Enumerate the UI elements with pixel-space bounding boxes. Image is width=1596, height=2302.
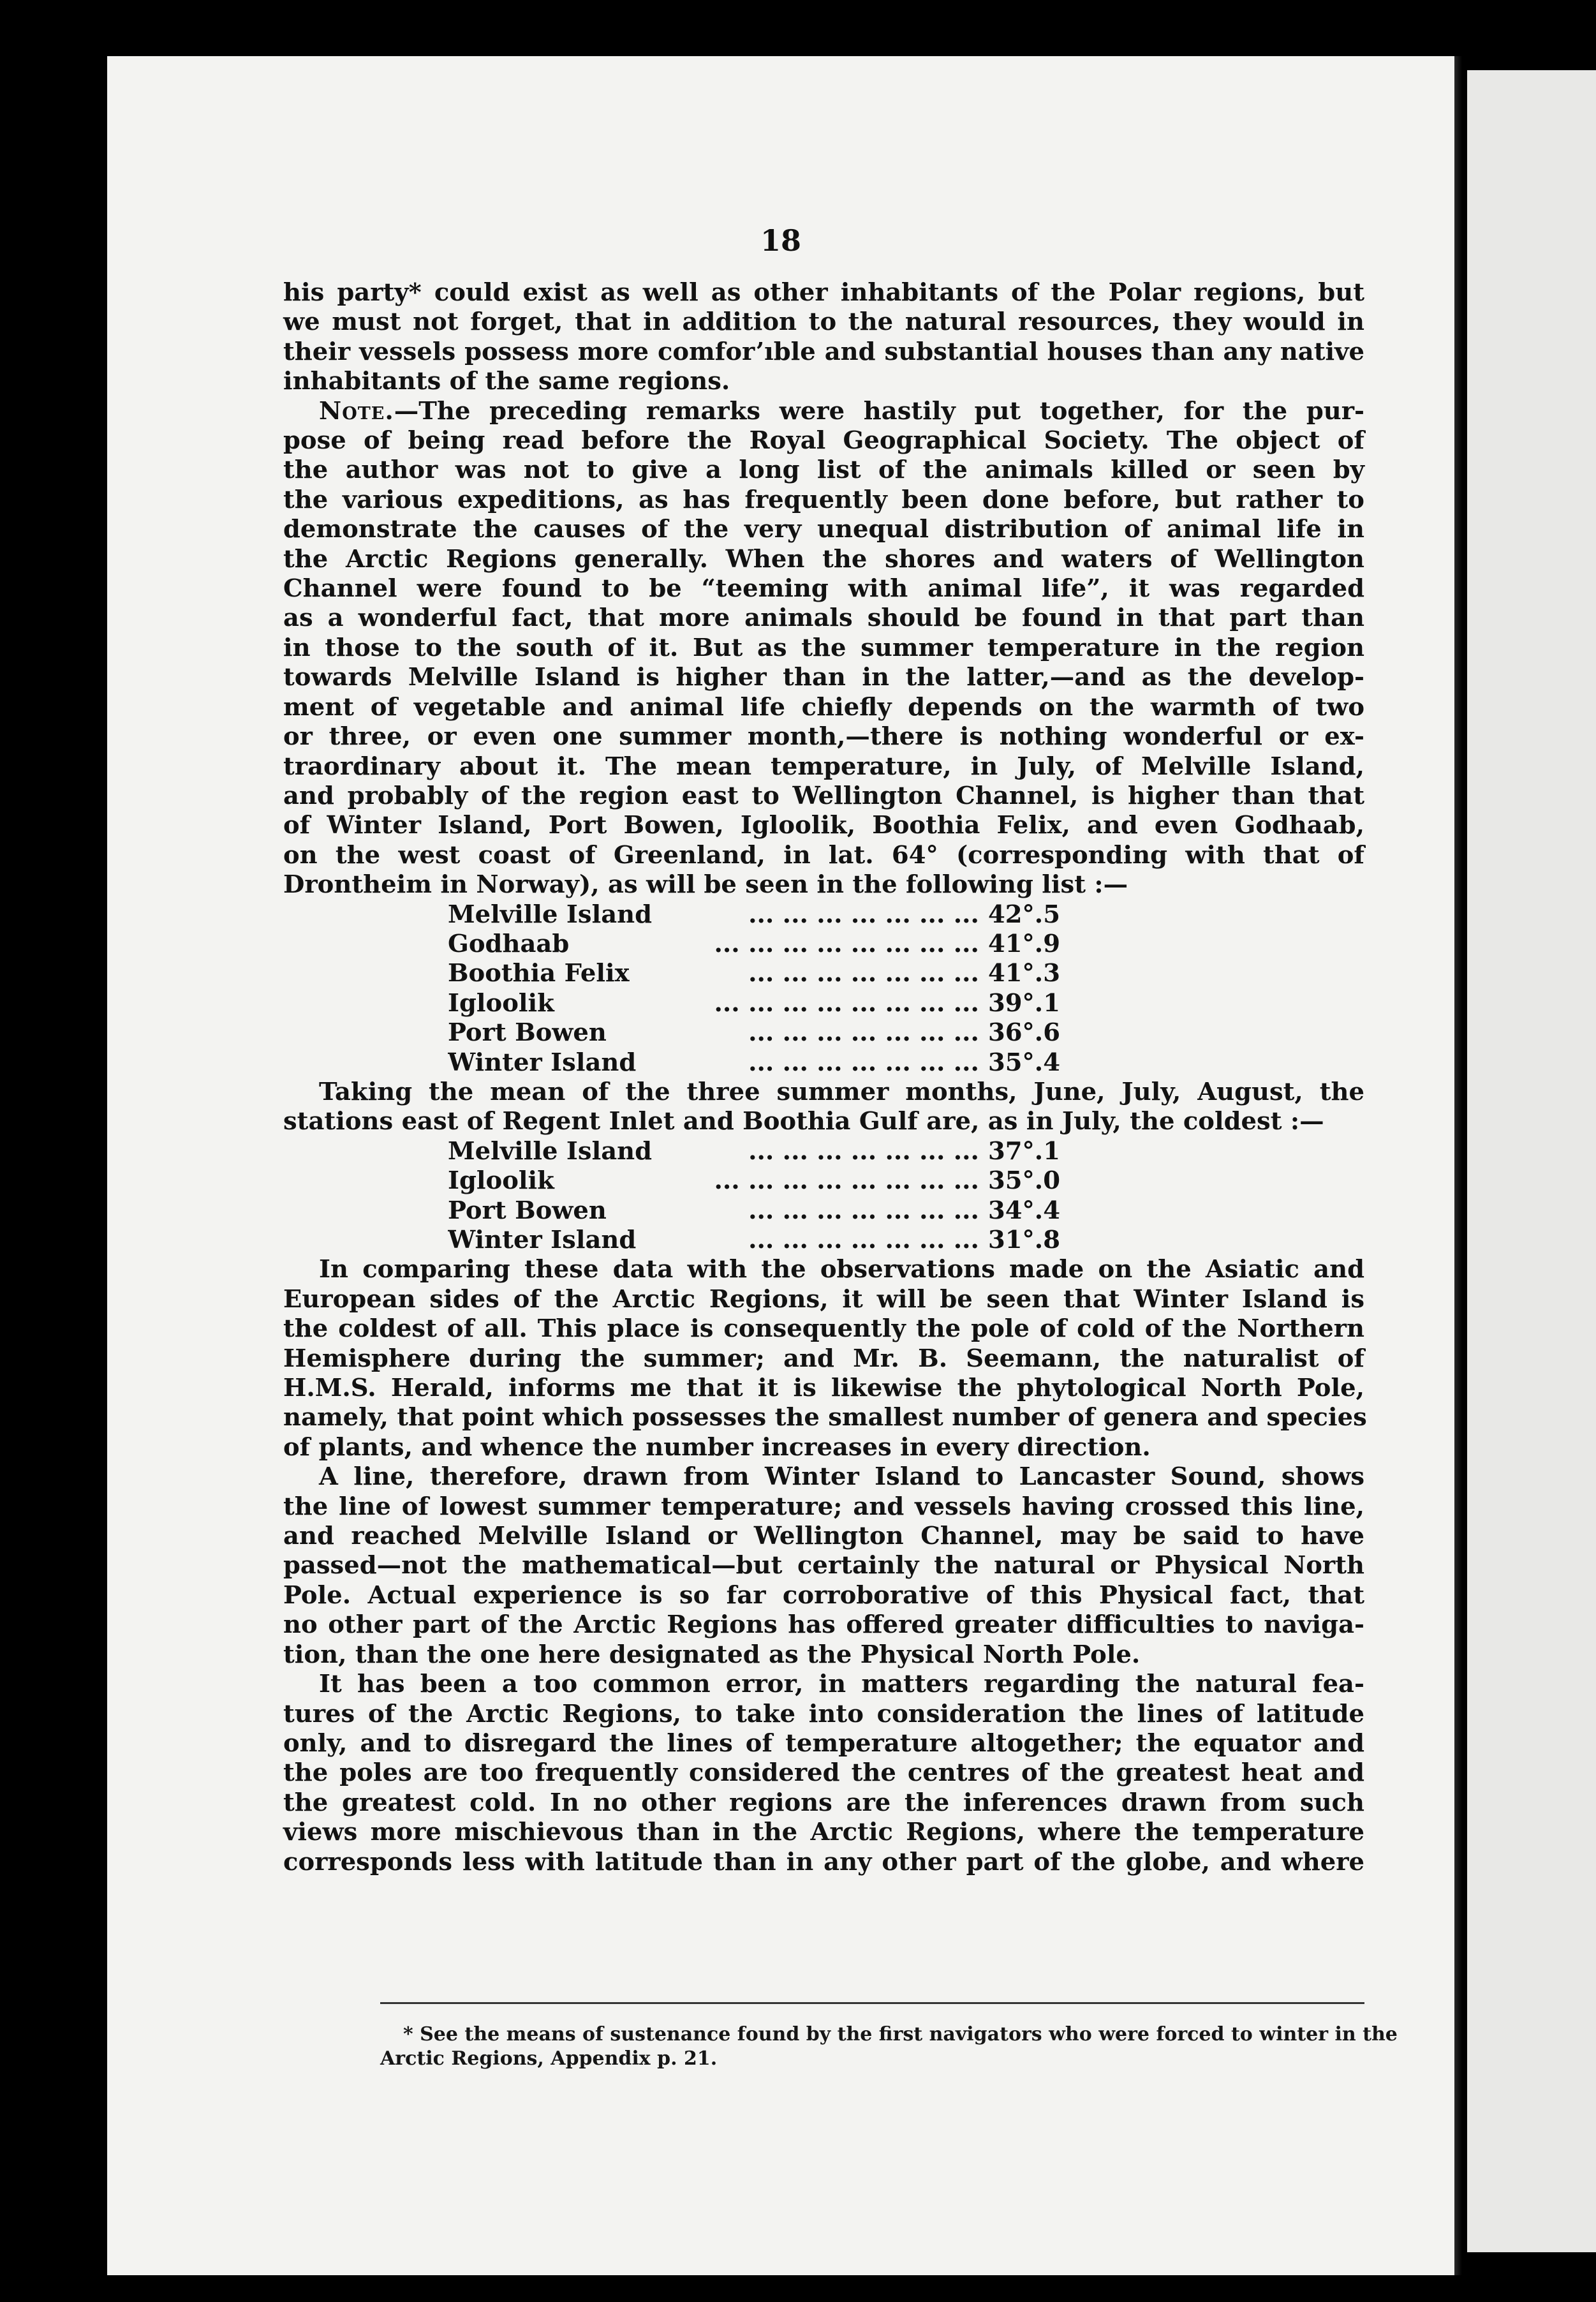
leader-dots: ... ... ... ... ... ... ... (748, 1048, 979, 1077)
paragraph-summer-mean (283, 1078, 1364, 1137)
text-line: the greatest cold. In no other regions are the inferences drawn from such (283, 1788, 1364, 1817)
text-line (283, 397, 1364, 426)
text-line: of plants, and whence the number increases in every direction. (283, 1432, 1151, 1462)
temperature-row (283, 989, 1060, 1018)
text-line: Channel were found to be “teeming with animal life”, it was regarded (283, 574, 1364, 604)
station-name: Boothia Felix (448, 959, 630, 988)
temperature-value: 39°.1 (987, 988, 1060, 1018)
temperature-value: 42°.5 (987, 900, 1060, 929)
summer-temperature-list (283, 1137, 1364, 1256)
leader-dots: ... ... ... ... ... ... ... (748, 959, 979, 988)
station-name: Igloolik (448, 988, 554, 1018)
text-line: and probably of the region east to Wellington Channel, is higher than that (283, 781, 1364, 810)
book-spine (1454, 56, 1467, 2275)
station-name: Godhaab (448, 929, 570, 958)
station-name: Melville Island (448, 900, 653, 929)
text-line: demonstrate the causes of the very unequal distribution of animal life in (283, 515, 1364, 544)
station-name: Port Bowen (448, 1018, 607, 1048)
note-label: Note. (319, 396, 394, 426)
temperature-row (283, 900, 1060, 930)
text-line: we must not forget, that in addition to the natural resources, they would in (283, 308, 1364, 337)
text-line: as a wonderful fact, that more animals should be found in that part than (283, 604, 1364, 633)
station-name: Port Bowen (448, 1196, 607, 1225)
july-temperature-list (283, 900, 1364, 1078)
text-line: passed—not the mathematical—but certainly the natural or Physical North (283, 1551, 1364, 1580)
text-line: the various expeditions, as has frequently been done before, but rather to (283, 485, 1364, 514)
text-line: his party* could exist as well as other inhabitants of the Polar regions, but (283, 278, 1364, 307)
paragraph-comparison (283, 1255, 1367, 1462)
temperature-value: 35°.4 (987, 1048, 1060, 1077)
text-line: pose of being read before the Royal Geographical Society. The object of (283, 426, 1364, 456)
text-line: only, and to disregard the lines of temperature altogether; the equator and (283, 1728, 1364, 1758)
page-number: 18 (760, 223, 801, 258)
temperature-row (283, 1196, 1060, 1226)
station-name: Melville Island (448, 1136, 653, 1166)
leader-dots: ... ... ... ... ... ... ... ... (714, 1166, 979, 1196)
text-line: Taking the mean of the three summer months, June, July, August, the (319, 1077, 1364, 1106)
footnote-line: Arctic Regions, Appendix p. 21. (380, 2047, 718, 2070)
leader-dots: ... ... ... ... ... ... ... (748, 1018, 979, 1048)
paragraph-common-error (283, 1670, 1364, 1877)
leader-dots: ... ... ... ... ... ... ... ... (714, 929, 979, 958)
temperature-value: 34°.4 (987, 1196, 1060, 1225)
paragraph-opening (283, 278, 1364, 397)
temperature-value: 41°.3 (987, 959, 1060, 988)
text-line: the coldest of all. This place is consequently the pole of cold of the Northern (283, 1314, 1364, 1344)
text-line: European sides of the Arctic Regions, it will be seen that Winter Island is (283, 1284, 1364, 1314)
temperature-value: 37°.1 (987, 1136, 1060, 1166)
temperature-row (283, 1166, 1060, 1196)
temperature-row (283, 1137, 1060, 1166)
text-line: namely, that point which possesses the smallest number of genera and species (283, 1403, 1367, 1432)
text-line: the poles are too frequently considered the centres of the greatest heat and (283, 1758, 1364, 1788)
book-page (107, 56, 1454, 2275)
text-line: no other part of the Arctic Regions has offered greater difficulties to naviga- (283, 1610, 1364, 1640)
text-line: stations east of Regent Inlet and Boothia Gulf are, as in July, the coldest :— (283, 1107, 1324, 1136)
text-line: H.M.S. Herald, informs me that it is likewise the phytological North Pole, (283, 1374, 1364, 1403)
temperature-row (283, 930, 1060, 959)
footnote (380, 2023, 1398, 2071)
text-line: the author was not to give a long list of the animals killed or seen by (283, 456, 1364, 485)
temperature-row (283, 1048, 1060, 1078)
temperature-value: 31°.8 (987, 1226, 1060, 1254)
text-line: Drontheim in Norway), as will be seen in the following list :— (283, 870, 1128, 900)
station-name: Winter Island (448, 1226, 637, 1254)
station-name: Winter Island (448, 1048, 637, 1077)
leader-dots: ... ... ... ... ... ... ... (748, 1196, 979, 1225)
text-line: Pole. Actual experience is so far corroborative of this Physical fact, that (283, 1580, 1364, 1610)
text-line: in those to the south of it. But as the summer temperature in the region (283, 633, 1364, 662)
leader-dots: ... ... ... ... ... ... ... ... (714, 988, 979, 1018)
text-line: towards Melville Island is higher than in the latter,—and as the develop- (283, 663, 1364, 692)
note-text: —The preceding remarks were hastily put together, for the pur- (394, 396, 1364, 426)
text-line: or three, or even one summer month,—there is nothing wonderful or ex- (283, 722, 1364, 752)
text-line: of Winter Island, Port Bowen, Igloolik, Boothia Felix, and even Godhaab, (283, 811, 1364, 840)
text-line: tures of the Arctic Regions, to take into consideration the lines of latitude (283, 1699, 1364, 1728)
footnote-rule (380, 2002, 1364, 2004)
temperature-value: 35°.0 (987, 1166, 1060, 1196)
paragraph-line-of-temperature (283, 1462, 1364, 1670)
body-text (283, 278, 1367, 1877)
temperature-row (283, 1018, 1060, 1048)
paragraph-note (283, 397, 1364, 900)
temperature-value: 41°.9 (987, 929, 1060, 958)
text-line: traordinary about it. The mean temperature, in July, of Melville Island, (283, 752, 1364, 781)
temperature-row (283, 959, 1060, 988)
text-line: tion, than the one here designated as the Physical North Pole. (283, 1640, 1141, 1669)
leader-dots: ... ... ... ... ... ... ... (748, 900, 979, 929)
text-line: In comparing these data with the observations made on the Asiatic and (319, 1255, 1364, 1284)
station-name: Igloolik (448, 1166, 554, 1196)
text-line: on the west coast of Greenland, in lat. 64° (corresponding with that of (283, 840, 1364, 870)
temperature-value: 36°.6 (987, 1018, 1060, 1048)
text-line: Hemisphere during the summer; and Mr. B. Seemann, the naturalist of (283, 1344, 1364, 1373)
text-line: ment of vegetable and animal life chiefly depends on the warmth of two (283, 692, 1364, 722)
leader-dots: ... ... ... ... ... ... ... (748, 1136, 979, 1166)
leader-dots: ... ... ... ... ... ... ... (748, 1226, 979, 1254)
text-line: A line, therefore, drawn from Winter Island to Lancaster Sound, shows (319, 1462, 1364, 1492)
text-line: corresponds less with latitude than in any other part of the globe, and where (283, 1847, 1364, 1876)
text-line: inhabitants of the same regions. (283, 367, 730, 396)
text-line: and reached Melville Island or Wellington Channel, may be said to have (283, 1522, 1364, 1551)
text-line: their vessels possess more comfor’ıble and substantial houses than any native (283, 337, 1364, 366)
text-line: the Arctic Regions generally. When the shores and waters of Wellington (283, 544, 1364, 574)
facing-page-edge (1467, 70, 1596, 2252)
text-line: It has been a too common error, in matters regarding the natural fea- (319, 1670, 1364, 1699)
footnote-line: * See the means of sustenance found by the first navigators who were forced to winter in the (403, 2023, 1398, 2046)
temperature-row (283, 1226, 1060, 1255)
text-line: views more mischievous than in the Arctic Regions, where the temperature (283, 1818, 1364, 1847)
text-line: the line of lowest summer temperature; and vessels having crossed this line, (283, 1492, 1364, 1521)
